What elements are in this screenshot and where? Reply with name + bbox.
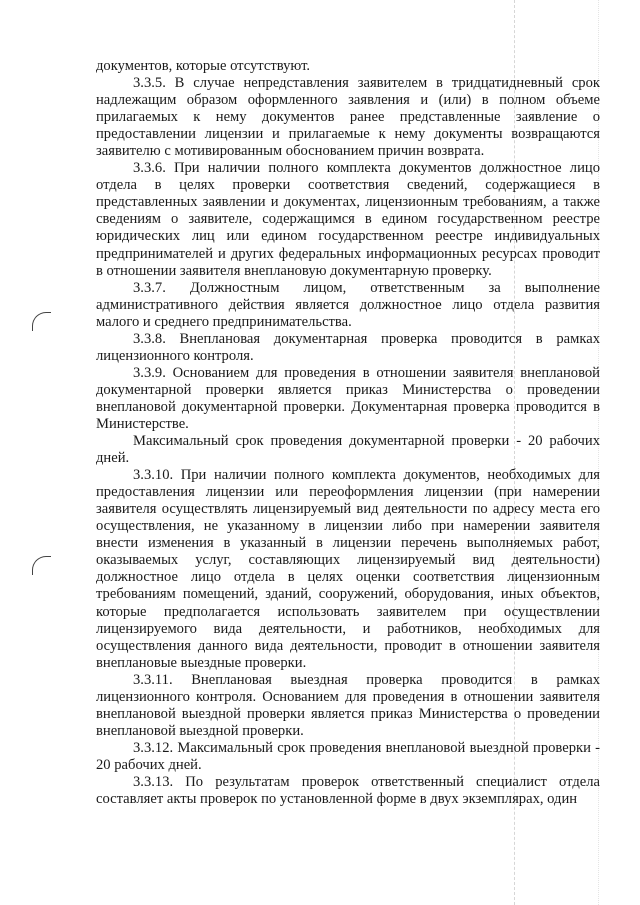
paragraph: 3.3.6. При наличии полного комплекта документов должностное лицо отдела в целях проверки соответствия сведений, содержащиеся в представленных заявлении и документах, лицензионным требованиям, а также сведениям о заявителе, содержащимся в едином государственном реестре юридических лиц или едином государственном реестре индивидуальных предпринимателей и других федеральных информационных ресурсах проводит в отношении заявителя внеплановую документарную проверку. bbox=[96, 160, 600, 279]
paragraph: 3.3.13. По результатам проверок ответственный специалист отдела составляет акты проверок по установленной форме в двух экземплярах, один bbox=[96, 773, 600, 808]
paragraph: 3.3.9. Основанием для проведения в отношении заявителя внеплановой документарной проверки является приказ Министерства о проведении внеплановой документарной проверки. Документарная проверка проводится в Министерстве. bbox=[96, 364, 600, 432]
document-page bbox=[96, 58, 600, 808]
paragraph: документов, которые отсутствуют. bbox=[96, 58, 311, 74]
paragraph: 3.3.8. Внеплановая документарная проверка проводится в рамках лицензионного контроля. bbox=[96, 330, 600, 364]
paragraph: 3.3.10. При наличии полного комплекта документов, необходимых для предоставления лицензии или переоформления лицензии (при намерении заявителя осуществлять лицензируемый вид деятельности по адресу места его осуществления, не указанному в лицензии либо при намерении заявителя внести изменения в указанный в лицензии перечень выполняемых работ, оказываемых услуг, составляющих лицензируемый вид деятельности) должностное лицо отдела в целях оценки соответствия лицензионным требованиям помещений, зданий, сооружений, оборудования, иных объектов, которые предполагается использовать заявителем при осуществлении лицензируемого вида деятельности, и работников, необходимых для осуществления данного вида деятельности, проводит в отношении заявителя внеплановые выездные проверки. bbox=[96, 467, 600, 671]
paragraph: 3.3.7. Должностным лицом, ответственным за выполнение административного действия является должностное лицо отдела развития малого и среднего предпринимательства. bbox=[96, 279, 600, 330]
paragraph: 3.3.5. В случае непредставления заявителем в тридцатидневный срок надлежащим образом оформленного заявления и (или) в полном объеме прилагаемых к нему документов ранее представленные заявление о предоставлении лицензии и прилагаемые к нему документы возвращаются заявителю с мотивированным обоснованием причин возврата. bbox=[96, 75, 600, 160]
paragraph: 3.3.11. Внеплановая выездная проверка проводится в рамках лицензионного контроля. Основанием для проведения в отношении заявителя внеплановой выездной проверки является приказ Министерства о проведении внеплановой выездной проверки. bbox=[96, 671, 600, 739]
paragraph: Максимальный срок проведения документарной проверки - 20 рабочих дней. bbox=[96, 433, 600, 467]
punch-hole-mark-top bbox=[32, 312, 51, 331]
punch-hole-mark-bottom bbox=[32, 556, 51, 575]
paragraph: 3.3.12. Максимальный срок проведения внеплановой выездной проверки - 20 рабочих дней. bbox=[96, 739, 600, 773]
